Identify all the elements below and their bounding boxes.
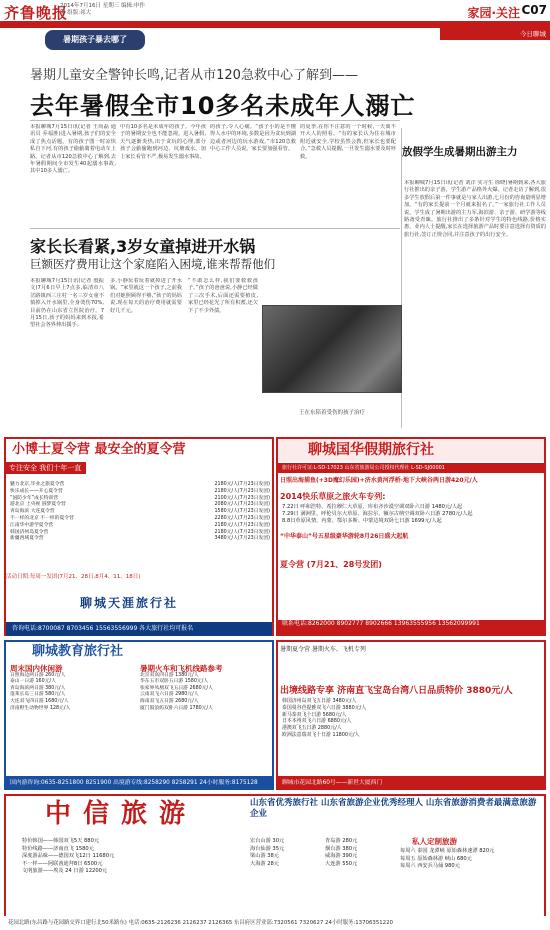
camp-name: 快乐成长——开心夏令营 [10,488,63,494]
list-item [10,536,270,543]
ad-summer-camp-list [10,482,270,543]
camp-name: “国防少年”成长特训营 [10,495,59,501]
camp-price: 2100元/人(7月23日发团) [214,495,270,501]
list-item: 云南双飞六日游 2980元/人 [140,692,199,698]
ad-guohua-line-2: “中华泰山”号五星级豪华游轮8月26日盛大起航 [280,533,409,540]
ad-citic-title: 中信旅游 [44,799,197,829]
photo-caption: 王在东陪着受伤的孩子治疗 [298,410,365,416]
ad-guohua-license: 旅行社许可证:L-SD-17023 山东省旅游局公司授权代理社 L-SD-SJ00001 [278,463,544,473]
story2-column-3: “不敢怎么样,我们要救救孩子。”孩子的爸爸说,小静已经做了三次手术,后面还需要植皮,家里已经花光了所有积蓄,还欠下了不少外债。 [188,278,258,314]
section-kicker: 今日聊城 [440,28,550,40]
camp-price: 2180元/人(7月23日发团) [214,488,270,494]
section-title: 家园·关注 [467,6,520,20]
camp-price: 2180元/人(7月23日发团) [214,482,270,487]
ad-guohua-title: 聊城国华假期旅行社 [278,439,544,461]
story2-column-1: 本报聊城7月15日讯(记者 殷振文)7月6日早上7点多,临清市八岔路镇西三庄村一名三岁女童不慎掉入开水锅里,全身烫伤70%,目前仍在山东省立医院治疗。7月15日,孩子的妈妈来到本报,希望社会各界伸出援手。 [30,278,104,329]
ad-summer-camp-footer: 活动日期:每周一发团(7月21、28日,8月4、11、18日) [6,574,141,580]
list-item: 宏台山游 30元 [250,838,285,844]
list-item: 港澳双飞五日游 2880元/人 [282,725,342,732]
list-item: 7.22日 呼和浩特、希拉穆仁大草原、库布齐沙漠空调双卧六日游 1480元/人起 [282,504,463,510]
list-item: 北京双高四日游 1380元/人 [140,672,199,678]
list-item: 每周六 泰国 龙潭峡 原始森林速漂 820元 [400,848,495,854]
list-item: 大海游 28元 [250,860,279,867]
ad-outbound-tel: 聊城市花园北路60号——新世大厦西门 [278,776,544,790]
list-item: 华东五市双卧五日游 1580元/人 [140,679,209,685]
ad-education-title: 聊城教育旅行社 [32,644,124,659]
list-item [10,523,270,530]
ad-summer-camp-tel: 咨询电话:8700087 8703456 15563556999 各大旅行社均可报名 [6,622,272,636]
list-item: 大连游 550元 [325,860,358,867]
story2-headline: 家长长看紧,3岁女童掉进开水锅 [30,237,256,256]
list-item: 泰国曼谷芭提雅双飞六日游 3880元/人 [282,704,367,711]
list-item: 深度游品味——德国双飞12日 11680元 [22,853,115,860]
list-item: 日照海边两日游 260元/人 [10,672,66,678]
ad-citic-private-title: 私人定制旅游 [412,837,457,846]
list-item: 泰山一日游 160元/人 [10,679,56,685]
ad-summer-camp-tag: 专注安全 我们十年一直 [6,462,86,474]
list-item: 特价韩国——韩国双飞5天 880元 [22,838,100,844]
list-item: 欧洲法意瑞双飞十日游 11800元/人 [282,731,360,738]
ad-guohua-line-3: 夏令营 (7月21、28号发团) [280,560,382,569]
news-photo [262,305,402,393]
list-item: 每周五 原始森林游 峡山 680元 [400,855,472,862]
camp-price: 2080元/人(7月23日发团) [214,502,270,508]
story2-column-2: 多,小静玩着玩着就掉进了开水锅。“家里就这一个孩子,之前我们对她照顾得不够,”孩子的妈妈说,现在每天的治疗费用就需要好几千元。 [110,278,182,314]
camp-price: 1580元/人(7月23日发团) [214,509,270,515]
camp-name: 魅力北京,毕业之旅夏令营 [10,482,65,487]
camp-name: 不一样的北京 不一样的夏令营 [10,515,74,521]
ad-education-left-list [10,673,140,713]
ad-guohua-sub: 2014快乐草原之旅火车专列: [280,492,386,501]
ad-education-right-list [140,673,270,713]
list-item: 青岛游 280元 [325,838,358,844]
camp-name: 游北京 上央视 圆梦夏令营 [10,502,66,508]
newspaper-logo: 齐鲁晚报 [4,4,69,22]
list-item: 特价线路——济南直飞 1580元 [22,845,94,852]
camp-price: 2280元/人(7月23日发团) [214,515,270,521]
lead-subhead: 暑期儿童安全警钟长鸣,记者从市120急救中心了解到—— [30,68,358,83]
list-item: 每周六 西安兵马俑 980元 [400,863,460,870]
ad-citic-mid-list [250,838,320,868]
camp-price: 2180元/人(7月23日发团) [214,522,270,528]
list-item: 威海游 390元 [325,853,358,860]
list-item: 新马泰双飞十日游 5680元/人 [282,711,347,718]
divider [30,228,400,229]
ad-guohua-items [282,504,542,525]
lead-column-1: 本报聊城7月15日讯(记者 王尚磊 通讯员 乔福胜)进入暑期,孩子们的安全成了焦点话题。有的孩子图一时凉快私自下河,有的孩子偷偷骑着电动车上路。记者从市120急救中心了解到,去年暑假期间全市发生40起溺水事故,其中10多人溺亡。 [30,124,116,175]
list-item: 海台仙游 35元 [250,845,285,852]
list-item: 8.8日草原风情、内蒙、鄂尔多斯、中蒙边境双卧七日游 1699元/人起 [282,518,442,524]
list-item: 韩国济州岛双飞五日游 3480元/人 [282,698,357,704]
ad-education-tel: 国内游咨询:0635-8251800 8251900 出境游专线:8258290 8258291 24小时服务:8175128 [6,776,272,790]
list-item: 厦门鼓浪屿双卧六日游 1780元/人 [140,705,213,711]
list-item [10,489,270,496]
ad-outbound-head: 暑期夏令营 暑期火车、飞机专列 [280,646,366,653]
list-item: 文明旅游——埃及 24 日游 12200元 [22,868,108,875]
lead-column-3: 的孩子,令人心痛。“孩子小的是不懂得人水中的环境,多数是因为贪玩到湖边或者河边的玩水游戏。”市120急救中心工作人员说。家长要加强看管。 [210,124,296,153]
topic-badge: 暑期孩子暴去哪了 [45,30,145,50]
list-item: 7.29日 满洲里、呼伦贝尔大草原、海拉尔、额尔古纳空调双卧六日游 2780元/人起 [282,511,473,517]
side-column: 本报聊城7月15日讯(记者 刘洋 实习生 徐晓)暑期到来,各大旅行社推出的亲子游、学生游产品格外火爆。记者走访了解到,很多学生放假后第一件事就是与家人出游,七月份的咨询量明显增加。“有的家长提前一个月就来报名了。”一家旅行社工作人员说。学生成了暑期出游的主力军,海滨游、亲子游、研学游等线路备受青睐。旅行社推出了多条针对学生的特色线路,价格实惠。业内人士提醒,家长在选择旅游产品时要注意选择有资质的旅行社,签订正规合同,并注意孩子的出行安全。 [404,180,546,238]
ad-summer-camp-brand: 聊城天涯旅行社 [80,596,179,610]
camp-name: 青岛海滨 大连夏令营 [10,509,55,515]
list-item: 烟台游 380元 [325,845,358,852]
ad-summer-camp-title: 小博士夏令营 最安全的夏令营 [6,439,272,461]
camp-price: 2180元/人(7月23日发团) [214,529,270,535]
divider [30,120,400,121]
lead-headline: 去年暑假全市10多名未成年人溺亡 [30,92,416,120]
list-item: 梁山游 38元 [250,853,279,860]
ad-education-travel [4,640,274,790]
list-item: 不一样——阿联酋迪拜8日 6500元 [22,860,103,867]
camp-price: 3480元/人(7月23日发团) [214,536,270,542]
list-item: 海南双飞五日游 2680元/人 [140,698,199,704]
list-item: 日本本州双飞六日游 6880元/人 [282,718,352,725]
ad-citic-tel: 花园北路(东昌路与花园路交界口建行北50米路东) 电话:0635-2126236 2126237 2126365 东昌府区营业部:7320561 7320627 24小时服务:13706351220 [4,916,546,930]
list-item [10,509,270,516]
list-item: 济南野生动物世界 128元/人 [10,705,71,711]
dateline: 2014年7月16日 星期三 编辑:申作雷 组版:祁大 [60,3,145,16]
lead-column-4: 的夏季,在你不注意的一个时候,一天离不开大人的照看。“有的家长认为住在城市附近就安全,学校虽然会教,但家长也要配合。”急救人员提醒,一旦发生溺水要及时呼救。 [300,124,396,160]
ad-education-left [10,666,140,712]
camp-name: 韩国济州岛夏令营 [10,529,49,535]
ad-guohua-tel: 联系电话:8262000 8902777 8902666 13963555956 13562099991 [278,620,544,636]
ad-education-right-title: 暑期火车和飞机线路参考 [140,664,223,673]
list-item: 大连双飞四日游 1680元/人 [10,698,69,704]
side-headline: 放假学生成暑期出游主力 [402,146,518,158]
lead-column-2: 中有10多名是未成年的孩子。今年孩子的暑期安全也不能忽视。进入暑假,天气逐渐炎热,出于贪玩的心理,部分孩子会偷偷跑到河边、坑塘戏水。加上家长看管不严,极易发生溺水事故。 [120,124,206,160]
ad-education-right [140,666,270,712]
camp-name: 江南华中游学夏令营 [10,522,54,528]
list-item: 张家界凤凰双飞五日游 2680元/人 [140,685,213,691]
ad-education-left-title: 周末国内休闲游 [10,664,63,673]
story2-subhead: 巨额医疗费用让这个家庭陷入困境,谁来帮帮他们 [30,257,276,271]
page-number: C07 [521,3,547,17]
ad-citic-right-list [325,838,395,868]
ad-outbound-highlight: 出境线路专享 济南直飞宝岛台湾八日品质特价 3880元/人 [280,686,513,696]
ad-guohua-line-1: 日照出海捕鱼(+3D魔幻乐园)+济水黄河浮桥·地下大峡谷两日游420元/人 [280,477,478,484]
list-item: 青岛海滨两日游 380元/人 [10,685,66,691]
ad-citic-left-list [22,838,232,876]
ad-citic-honors: 山东省优秀旅行社 山东省旅游企业优秀经理人 山东省旅游消费者最满意旅游企业 [250,798,537,819]
list-item [10,482,270,489]
camp-name: 新疆西域夏令营 [10,536,44,542]
ad-outbound-list [282,698,542,739]
list-item [10,516,270,523]
list-item: 蓬莱长岛三日游 580元/人 [10,692,66,698]
ad-citic-private-list [400,848,542,871]
